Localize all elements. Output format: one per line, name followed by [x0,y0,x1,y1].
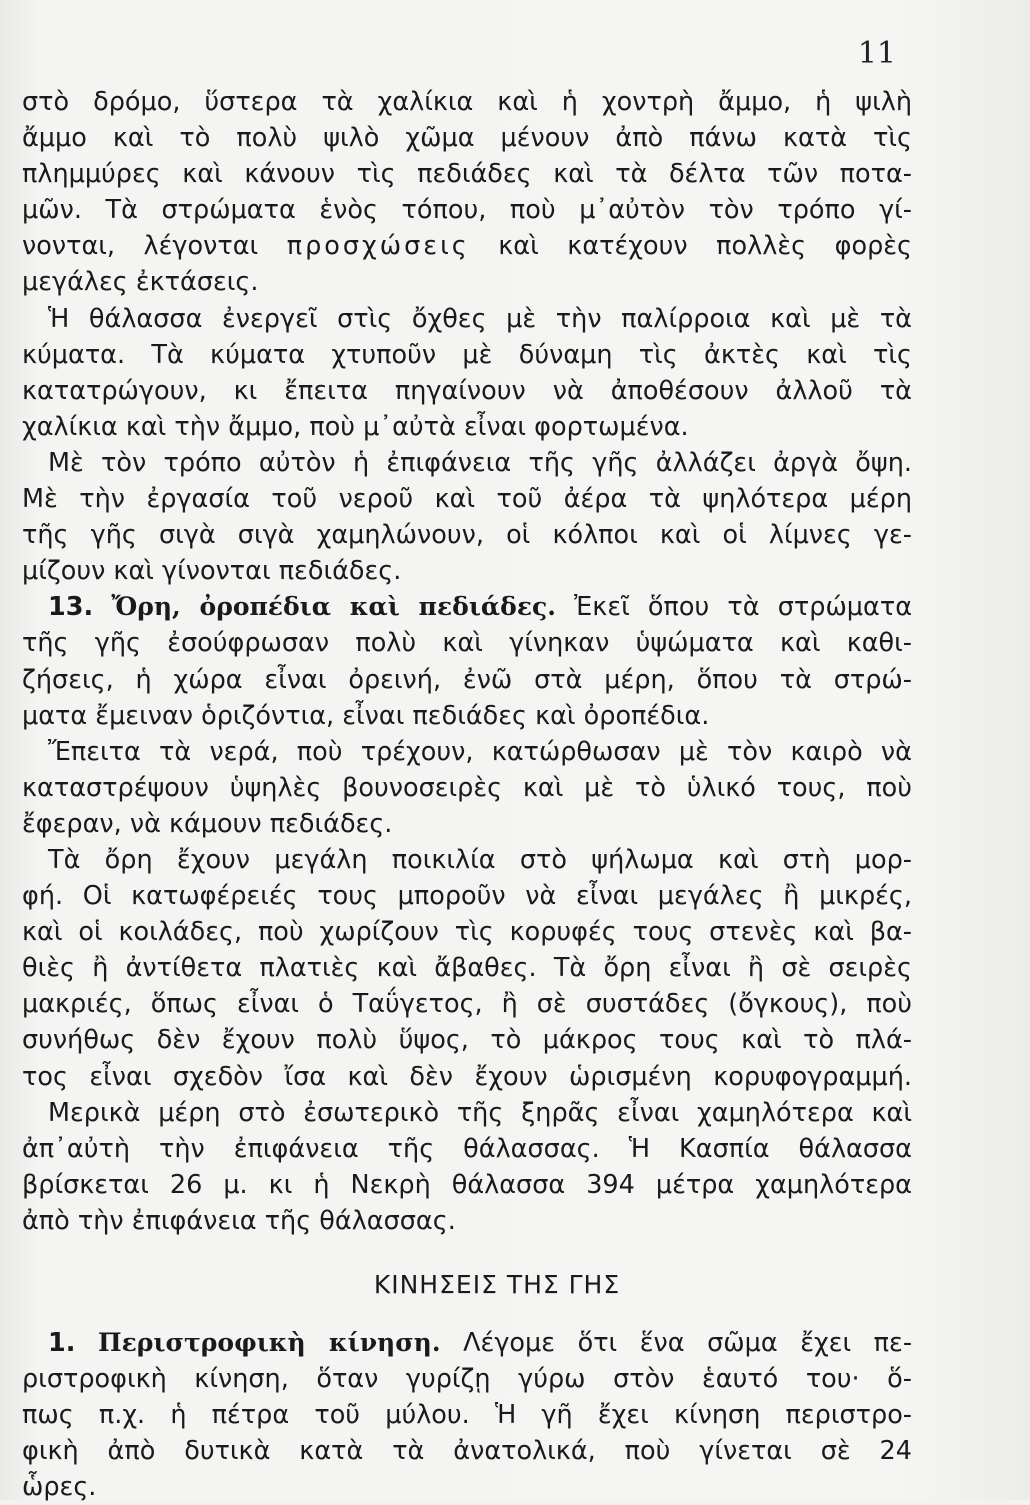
text-line: φή. Οἱ κατωφέρειές τους μποροῦν νὰ εἶναι μεγάλες ἢ μικρές, [22,881,912,912]
text-line: μεγάλες ἐκτάσεις. [22,267,259,298]
text-line: ἔφεραν, νὰ κάμουν πεδιάδες. [22,808,393,839]
text-line: μῶν. Τὰ στρώματα ἑνὸς τόπου, ποὺ μ᾽αὐτὸν τὸν τρόπο γί- [22,195,912,226]
text-line: θιὲς ἢ ἀντίθετα πλατιὲς καὶ ἄβαθες. Τὰ ὄρη εἶναι ἢ σὲ σειρὲς [22,953,912,984]
text-line: ἀπὸ τὴν ἐπιφάνεια τῆς θάλασσας. [22,1205,456,1236]
text-line: ματα ἔμειναν ὁριζόντια, εἶναι πεδιάδες καὶ ὀροπέδια. [22,700,710,731]
text-line: ριστροφικὴ κίνηση, ὅταν γυρίζῃ γύρω στὸν ἑαυτό του· ὅ- [22,1364,912,1395]
text-line: Τὰ ὄρη ἔχουν μεγάλη ποικιλία στὸ ψήλωμα καὶ στὴ μορ- [48,844,912,875]
emphasized-term: προσχώσεις [286,231,470,262]
text-line: πως π.χ. ἡ πέτρα τοῦ μύλου. Ἡ γῆ ἔχει κίνηση περιστρο- [22,1400,912,1431]
section-13-heading-line [22,589,912,625]
text-line: τος εἶναι σχεδὸν ἴσα καὶ δὲν ἔχουν ὡρισμένη κορυφογραμμή. [22,1061,912,1092]
text-line: καὶ οἱ κοιλάδες, ποὺ χωρίζουν τὶς κορυφές τους στενὲς καὶ βα- [22,917,912,948]
text-line: Μὲ τὴν ἐργασία τοῦ νεροῦ καὶ τοῦ ἀέρα τὰ ψηλότερα μέρη [22,484,912,515]
section-number: 1. [48,1328,76,1358]
text-line: στὸ δρόμο, ὕστερα τὰ χαλίκια καὶ ἡ χοντρὴ ἄμμο, ἡ ψιλὴ [22,87,912,117]
text-line: καταστρέψουν ὑψηλὲς βουνοσειρὲς καὶ μὲ τὸ ὑλικό τους, ποὺ [22,772,912,803]
body-text [22,84,912,1505]
text-line: ὧρες. [22,1472,97,1503]
text-line: τῆς γῆς σιγὰ σιγὰ χαμηλώνουν, οἱ κόλποι καὶ οἱ λίμνες γε- [22,520,912,551]
chapter-title: ΚΙΝΗΣΕΙΣ ΤΗΣ ΓΗΣ [373,1270,621,1299]
text-line: πλημμύρες καὶ κάνουν τὶς πεδιάδες καὶ τὰ δέλτα τῶν ποτα- [22,159,912,190]
text-line: κατατρώγουν, κι ἔπειτα πηγαίνουν νὰ ἀποθέσουν ἀλλοῦ τὰ [22,375,912,406]
text-line [22,228,912,264]
section-heading: Ὄρη, ὀροπέδια καὶ πεδιάδες. [111,592,556,622]
text-fragment: Λέγομε ὅτι ἕνα σῶμα ἔχει πε- [463,1328,913,1358]
text-line: Μερικὰ μέρη στὸ ἐσωτερικὸ τῆς ξηρᾶς εἶναι χαμηλότερα καὶ [48,1097,912,1128]
text-line: συνήθως δὲν ἔχουν πολὺ ὕψος, τὸ μάκρος τους καὶ τὸ πλά- [22,1025,912,1056]
text-line: ζήσεις, ἡ χώρα εἶναι ὀρεινή, ἐνῶ στὰ μέρη, ὅπου τὰ στρώ- [22,664,912,695]
text-line: κύματα. Τὰ κύματα χτυποῦν μὲ δύναμη τὶς ἀκτὲς καὶ τὶς [22,339,912,370]
text-line: ἀπ᾽αὐτὴ τὴν ἐπιφάνεια τῆς θάλασσας. Ἡ Κασπία θάλασσα [22,1133,912,1164]
text-line: χαλίκια καὶ τὴν ἄμμο, ποὺ μ᾽αὐτὰ εἶναι φορτωμένα. [22,411,689,442]
text-line: Μὲ τὸν τρόπο αὐτὸν ἡ ἐπιφάνεια τῆς γῆς ἀλλάζει ἀργὰ ὄψη. [48,447,912,478]
text-line: Ἔπειτα τὰ νερά, ποὺ τρέχουν, κατώρθωσαν μὲ τὸν καιρὸ νὰ [48,736,912,767]
text-line: τῆς γῆς ἐσούφρωσαν πολὺ καὶ γίνηκαν ὑψώματα καὶ καθι- [22,628,912,659]
page-number: 11 [857,36,896,71]
section-number: 13. [48,592,94,623]
section-heading: Περιστροφικὴ κίνηση. [98,1328,441,1357]
text-line: μίζουν καὶ γίνονται πεδιάδες. [22,556,402,587]
text-fragment: καὶ κατέχουν πολλὲς φορὲς [469,231,912,262]
text-line: μακριές, ὅπως εἶναι ὁ Ταΰγετος, ἢ σὲ συστάδες (ὄγκους), ποὺ [22,989,912,1020]
text-line: Ἡ θάλασσα ἐνεργεῖ στὶς ὄχθες μὲ τὴν παλίρροια καὶ μὲ τὰ [48,303,912,334]
section-1-heading-line [22,1325,912,1361]
text-line: ἄμμο καὶ τὸ πολὺ ψιλὸ χῶμα μένουν ἀπὸ πάνω κατὰ τὶς [22,123,912,154]
text-line: φικὴ ἀπὸ δυτικὰ κατὰ τὰ ἀνατολικά, ποὺ γίνεται σὲ 24 [22,1436,912,1467]
text-fragment: Ἐκεῖ ὅπου τὰ στρώματα [574,592,913,623]
text-line: βρίσκεται 26 μ. κι ἡ Νεκρὴ θάλασσα 394 μέτρα χαμηλότερα [22,1169,912,1200]
text-fragment: νονται, λέγονται [22,231,287,262]
